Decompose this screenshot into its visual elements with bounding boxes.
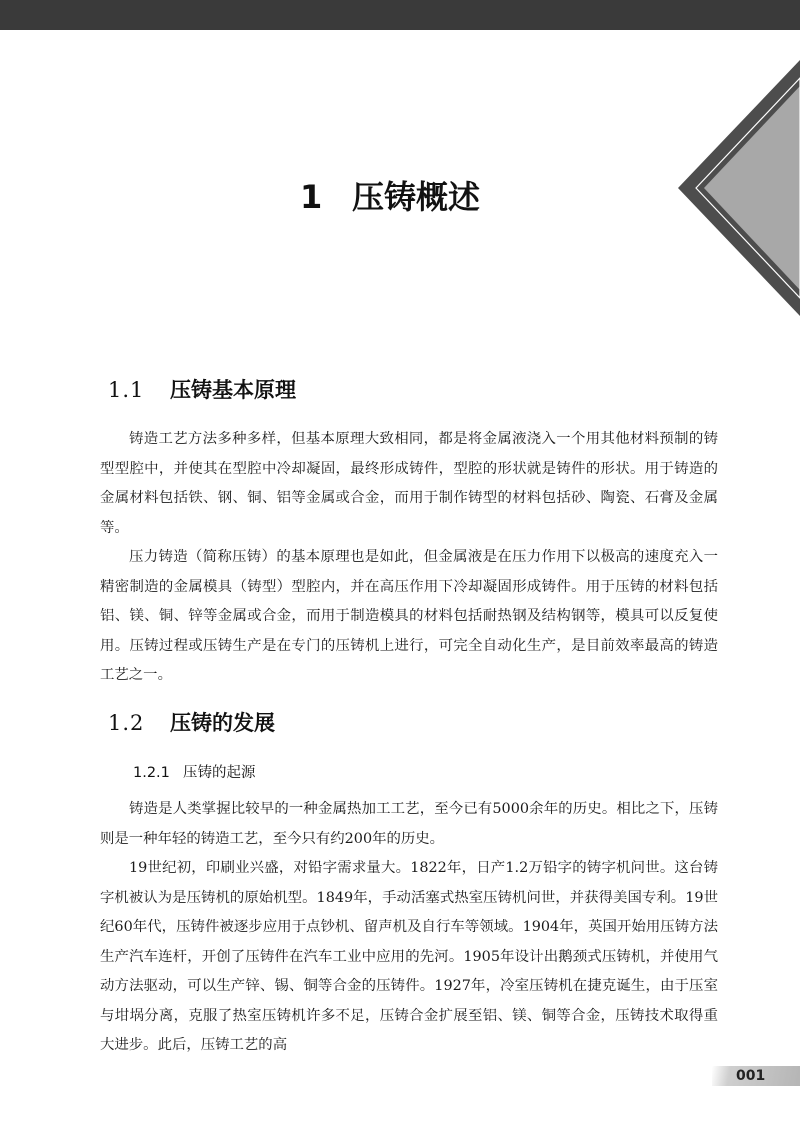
header-bar	[0, 0, 800, 30]
paragraph: 19世纪初，印刷业兴盛，对铅字需求量大。1822年，日产1.2万铅字的铸字机问世。这台铸字机被认为是压铸机的原始机型。1849年，手动活塞式热室压铸机问世，并获得美国专利。19世纪60年代，压铸件被逐步应用于点钞机、留声机及自行车等领域。1904年，英国开始用压铸方法生产汽车连杆，开创了压铸件在汽车工业中应用的先河。1905年设计出鹅颈式压铸机，并使用气动方法驱动，可以生产锌、锡、铜等合金的压铸件。1927年，冷室压铸机在捷克诞生，由于压室与坩埚分离，克服了热室压铸机许多不足，压铸合金扩展至铝、镁、铜等合金，压铸技术取得重大进步。此后，压铸工艺的高	[100, 860, 718, 1053]
section-title: 压铸的发展	[170, 710, 275, 735]
section-number: 1.1	[108, 378, 145, 402]
section-heading-1-2	[108, 707, 275, 739]
section-title: 压铸基本原理	[170, 377, 296, 402]
page-number: 001	[736, 1068, 766, 1084]
paragraph: 铸造工艺方法多种多样，但基本原理大致相同，都是将金属液浇入一个用其他材料预制的铸型型腔中，并使其在型腔中冷却凝固，最终形成铸件，型腔的形状就是铸件的形状。用于铸造的金属材料包括铁、钢、铜、铝等金属或合金，而用于制作铸型的材料包括砂、陶瓷、石膏及金属等。	[100, 431, 718, 536]
subsection-heading-1-2-1	[133, 760, 256, 786]
subsection-number: 1.2.1	[133, 765, 170, 781]
chapter-title	[300, 172, 540, 222]
paragraph: 压力铸造（简称压铸）的基本原理也是如此，但金属液是在压力作用下以极高的速度充入一精密制造的金属模具（铸型）型腔内，并在高压作用下冷却凝固形成铸件。用于压铸的材料包括铝、镁、铜、锌等金属或合金，而用于制造模具的材料包括耐热钢及结构钢等，模具可以反复使用。压铸过程或压铸生产是在专门的压铸机上进行，可完全自动化生产，是目前效率最高的铸造工艺之一。	[100, 549, 718, 683]
section-heading-1-1	[108, 374, 296, 406]
subsection-title: 压铸的起源	[183, 765, 256, 781]
section-number: 1.2	[108, 711, 145, 735]
chapter-corner-decoration	[678, 60, 800, 316]
chapter-number: 1	[300, 178, 323, 216]
chapter-title-text: 压铸概述	[352, 178, 481, 216]
paragraph: 铸造是人类掌握比较早的一种金属热加工工艺，至今已有5000余年的历史。相比之下，压铸则是一种年轻的铸造工艺，至今只有约200年的历史。	[100, 801, 718, 847]
